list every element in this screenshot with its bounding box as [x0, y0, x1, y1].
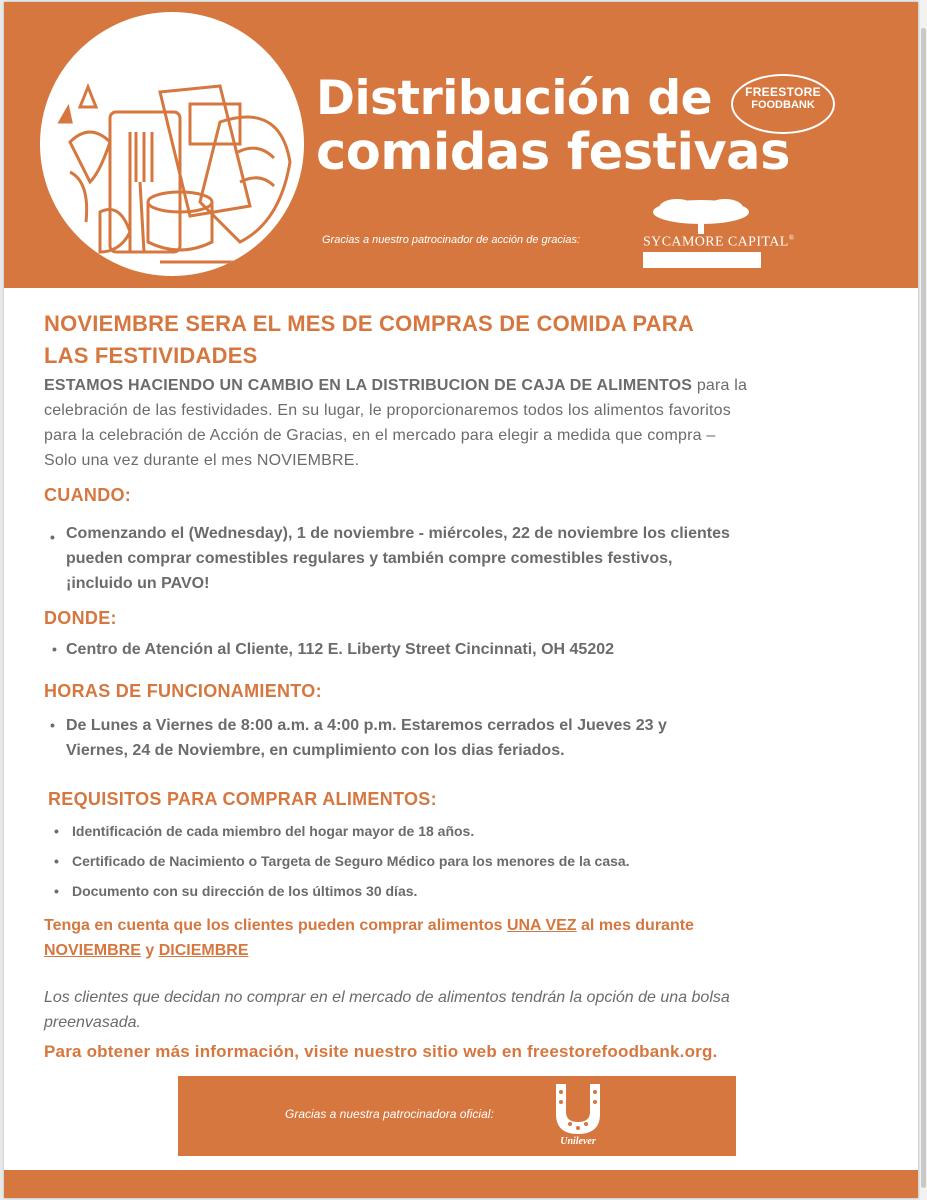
hours-line-2: Viernes, 24 de Noviembre, en cumplimiento con los dias feriados.: [66, 742, 565, 759]
note-december: DICIEMBRE: [158, 942, 249, 959]
where-bullet: [50, 637, 910, 662]
hours-heading: HORAS DE FUNCIONAMIENTO:: [44, 681, 322, 701]
hours-line-1: De Lunes a Viernes de 8:00 a.m. a 4:00 p.m. Estaremos cerrados el Jueves 23 y: [66, 717, 667, 734]
requirement-item: [50, 881, 910, 901]
header-sponsor-text: Gracias a nuestro patrocinador de acción de gracias:: [322, 234, 581, 246]
tree-roots-strip: [643, 252, 761, 268]
main-heading-line-1: NOVIEMBRE SERA EL MES DE COMPRAS DE COMIDA PARA: [44, 311, 694, 336]
flyer-page: [4, 2, 918, 1198]
header-banner: [4, 2, 918, 288]
scrollbar-track[interactable]: [920, 0, 927, 1200]
requirements-heading: REQUISITOS PARA COMPRAR ALIMENTOS:: [48, 789, 437, 809]
bullet-dot: •: [54, 823, 59, 839]
sycamore-capital-logo: [641, 196, 795, 268]
note-once: UNA VEZ: [506, 917, 577, 934]
scrollbar-thumb[interactable]: [921, 28, 926, 1188]
unilever-u-icon: [550, 1082, 606, 1136]
where-text: Centro de Atención al Cliente, 112 E. Liberty Street Cincinnati, OH 45202: [66, 641, 615, 658]
when-line-3: ¡incluido un PAVO!: [66, 575, 210, 592]
requirement-text: Identificación de cada miembro del hogar mayor de 18 años.: [72, 823, 475, 839]
monthly-limit-note: [44, 913, 884, 963]
official-sponsor-box: [178, 1076, 736, 1156]
sponsor-name-text: SYCAMORE CAPITAL: [643, 234, 789, 250]
title-line-1: Distribución de: [316, 71, 713, 126]
note-november: NOVIEMBRE: [44, 942, 141, 959]
requirement-item: [50, 851, 910, 871]
bullet-dot: •: [54, 883, 59, 899]
requirement-text: Certificado de Nacimiento o Targeta de Seguro Médico para los menores de la casa.: [72, 853, 630, 869]
when-bullet: [50, 521, 910, 601]
main-heading: [44, 308, 884, 372]
logo-line-1: FREESTORE: [745, 85, 821, 99]
intro-lead: ESTAMOS HACIENDO UN CAMBIO EN LA DISTRIBUCION DE CAJA DE ALIMENTOS: [44, 377, 693, 394]
italic-line-1: Los clientes que decidan no comprar en el mercado de alimentos tendrán la opción de una bolsa: [44, 989, 730, 1006]
registered-mark: ®: [788, 234, 795, 242]
intro-line-3: para la celebración de Acción de Gracias, en el mercado para elegir a medida que compra –: [44, 427, 716, 444]
intro-rest: para la: [692, 377, 748, 394]
holiday-food-illustration: [40, 12, 304, 276]
when-line-1: Comenzando el (Wednesday), 1 de noviembre - miércoles, 22 de noviembre los clientes: [66, 525, 730, 542]
when-text: [66, 521, 896, 596]
footer-bar: [4, 1170, 918, 1198]
freestore-foodbank-logo: [731, 74, 835, 134]
where-heading: DONDE:: [44, 608, 117, 628]
unilever-wordmark: Unilever: [560, 1136, 596, 1147]
when-heading: CUANDO:: [44, 485, 132, 505]
when-line-2: pueden comprar comestibles regulares y también compre comestibles festivos,: [66, 550, 673, 567]
tree-icon: [641, 196, 761, 236]
bullet-dot: •: [50, 529, 55, 545]
official-sponsor-text: Gracias a nuestra patrocinadora oficial:: [285, 1107, 494, 1121]
page-title: [316, 72, 790, 180]
bullet-dot: •: [52, 641, 57, 657]
unilever-logo: [550, 1082, 606, 1152]
note-text: Tenga en cuenta que los clientes pueden comprar alimentos: [44, 917, 507, 934]
note-text: al mes durante: [576, 917, 694, 934]
title-line-2: comidas festivas: [316, 123, 790, 182]
sponsor-name: [643, 234, 794, 251]
intro-paragraph: [44, 373, 904, 473]
logo-line-2: FOODBANK: [751, 99, 815, 111]
requirement-text: Documento con su dirección de los últimos 30 días.: [72, 883, 418, 899]
requirement-item: [50, 821, 910, 841]
intro-line-2: celebración de las festividades. En su lugar, le proporcionaremos todos los alimentos favoritos: [44, 402, 731, 419]
italic-line-2: preenvasada.: [44, 1014, 141, 1031]
main-heading-line-2: LAS FESTIVIDADES: [44, 343, 258, 368]
more-info-text: Para obtener más información, visite nuestro sitio web en freestorefoodbank.org.: [44, 1042, 718, 1061]
bullet-dot: •: [54, 853, 59, 869]
prepacked-bag-note: [44, 985, 904, 1035]
intro-line-4: Solo una vez durante el mes NOVIEMBRE.: [44, 452, 360, 469]
note-text: y: [140, 942, 159, 959]
hours-bullet: [50, 713, 910, 765]
hours-text: [66, 713, 896, 763]
bullet-dot: •: [50, 717, 55, 733]
